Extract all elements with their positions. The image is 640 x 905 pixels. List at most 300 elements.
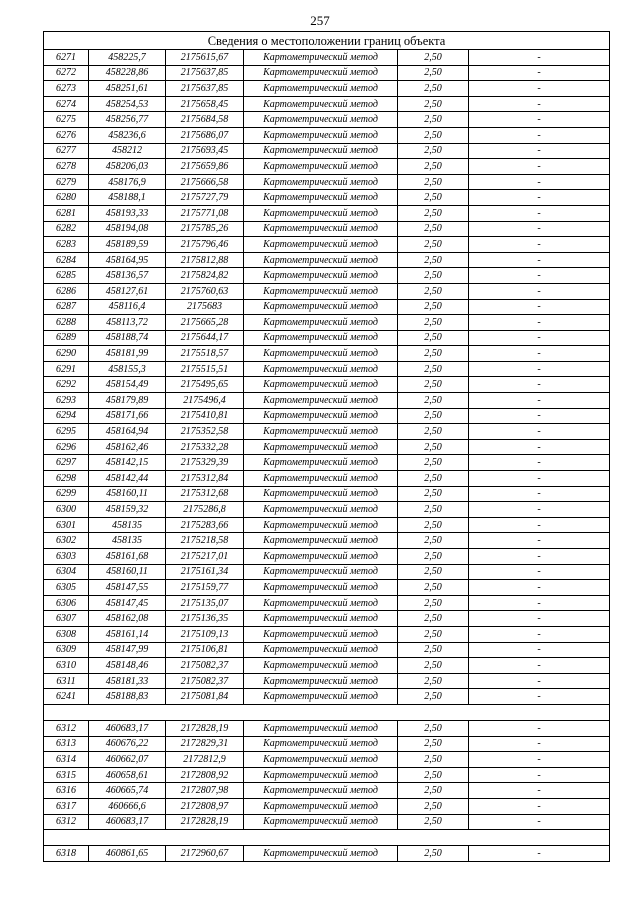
y-coordinate-cell: 2175329,39 [166,455,244,471]
x-coordinate-cell: 458225,7 [89,50,166,66]
point-number-cell: 6298 [44,471,89,487]
x-coordinate-cell: 458188,74 [89,330,166,346]
accuracy-cell: 2,50 [398,814,469,830]
method-cell: Картометрический метод [244,767,398,783]
method-cell: Картометрический метод [244,252,398,268]
description-cell: - [469,549,610,565]
accuracy-cell: 2,50 [398,767,469,783]
x-coordinate-cell: 458251,61 [89,81,166,97]
y-coordinate-cell: 2172812,9 [166,752,244,768]
point-number-cell: 6301 [44,517,89,533]
method-cell: Картометрический метод [244,408,398,424]
description-cell: - [469,642,610,658]
point-number-cell: 6281 [44,205,89,221]
table-row [44,502,610,518]
y-coordinate-cell: 2175496,4 [166,393,244,409]
y-coordinate-cell: 2175771,08 [166,205,244,221]
description-cell: - [469,783,610,799]
accuracy-cell: 2,50 [398,439,469,455]
table-row [44,798,610,814]
accuracy-cell: 2,50 [398,315,469,331]
method-cell: Картометрический метод [244,127,398,143]
x-coordinate-cell: 458162,46 [89,439,166,455]
accuracy-cell: 2,50 [398,595,469,611]
description-cell: - [469,408,610,424]
accuracy-cell: 2,50 [398,174,469,190]
point-number-cell: 6296 [44,439,89,455]
y-coordinate-cell: 2175515,51 [166,361,244,377]
table-row [44,814,610,830]
method-cell: Картометрический метод [244,455,398,471]
y-coordinate-cell: 2175644,17 [166,330,244,346]
point-number-cell: 6274 [44,96,89,112]
method-cell: Картометрический метод [244,486,398,502]
accuracy-cell: 2,50 [398,65,469,81]
page-number: 257 [310,13,330,28]
description-cell: - [469,626,610,642]
method-cell: Картометрический метод [244,346,398,362]
point-number-cell: 6291 [44,361,89,377]
point-number-cell: 6271 [44,50,89,66]
description-cell: - [469,564,610,580]
method-cell: Картометрический метод [244,315,398,331]
x-coordinate-cell: 460662,07 [89,752,166,768]
x-coordinate-cell: 458162,08 [89,611,166,627]
table-row [44,564,610,580]
x-coordinate-cell: 458135 [89,533,166,549]
description-cell: - [469,393,610,409]
table-row [44,283,610,299]
description-cell: - [469,471,610,487]
x-coordinate-cell: 458193,33 [89,205,166,221]
table-row [44,533,610,549]
x-coordinate-cell: 458142,15 [89,455,166,471]
y-coordinate-cell: 2175665,28 [166,315,244,331]
y-coordinate-cell: 2175410,81 [166,408,244,424]
y-coordinate-cell: 2175159,77 [166,580,244,596]
y-coordinate-cell: 2175352,58 [166,424,244,440]
method-cell: Картометрический метод [244,81,398,97]
method-cell: Картометрический метод [244,361,398,377]
point-number-cell: 6287 [44,299,89,315]
description-cell: - [469,767,610,783]
point-number-cell: 6302 [44,533,89,549]
point-number-cell: 6275 [44,112,89,128]
description-cell: - [469,533,610,549]
y-coordinate-cell: 2172807,98 [166,783,244,799]
table-row [44,424,610,440]
description-cell: - [469,330,610,346]
x-coordinate-cell: 458181,33 [89,673,166,689]
accuracy-cell: 2,50 [398,377,469,393]
point-number-cell: 6309 [44,642,89,658]
y-coordinate-cell: 2175312,84 [166,471,244,487]
table-caption-row [44,32,610,50]
accuracy-cell: 2,50 [398,159,469,175]
accuracy-cell: 2,50 [398,471,469,487]
table-row [44,50,610,66]
accuracy-cell: 2,50 [398,268,469,284]
description-cell: - [469,127,610,143]
y-coordinate-cell: 2175217,01 [166,549,244,565]
y-coordinate-cell: 2175518,57 [166,346,244,362]
method-cell: Картометрический метод [244,642,398,658]
x-coordinate-cell: 458148,46 [89,658,166,674]
table-row [44,143,610,159]
x-coordinate-cell: 458147,99 [89,642,166,658]
description-cell: - [469,174,610,190]
table-row [44,783,610,799]
table-row [44,330,610,346]
y-coordinate-cell: 2175136,35 [166,611,244,627]
description-cell: - [469,752,610,768]
description-cell: - [469,580,610,596]
y-coordinate-cell: 2175824,82 [166,268,244,284]
x-coordinate-cell: 458236,6 [89,127,166,143]
y-coordinate-cell: 2175495,65 [166,377,244,393]
method-cell: Картометрический метод [244,424,398,440]
accuracy-cell: 2,50 [398,611,469,627]
accuracy-cell: 2,50 [398,393,469,409]
description-cell: - [469,377,610,393]
point-number-cell: 6278 [44,159,89,175]
point-number-cell: 6288 [44,315,89,331]
method-cell: Картометрический метод [244,783,398,799]
table-row [44,299,610,315]
description-cell: - [469,486,610,502]
x-coordinate-cell: 458116,4 [89,299,166,315]
table-row [44,752,610,768]
description-cell: - [469,50,610,66]
x-coordinate-cell: 458194,08 [89,221,166,237]
point-number-cell: 6283 [44,237,89,253]
x-coordinate-cell: 460658,61 [89,767,166,783]
point-number-cell: 6306 [44,595,89,611]
x-coordinate-cell: 458164,94 [89,424,166,440]
x-coordinate-cell: 458179,89 [89,393,166,409]
method-cell: Картометрический метод [244,798,398,814]
method-cell: Картометрический метод [244,846,398,862]
table-row [44,174,610,190]
method-cell: Картометрический метод [244,283,398,299]
y-coordinate-cell: 2175312,68 [166,486,244,502]
accuracy-cell: 2,50 [398,580,469,596]
description-cell: - [469,846,610,862]
description-cell: - [469,595,610,611]
accuracy-cell: 2,50 [398,408,469,424]
table-row [44,673,610,689]
x-coordinate-cell: 458212 [89,143,166,159]
x-coordinate-cell: 458147,55 [89,580,166,596]
accuracy-cell: 2,50 [398,846,469,862]
x-coordinate-cell: 460665,74 [89,783,166,799]
accuracy-cell: 2,50 [398,798,469,814]
point-number-cell: 6295 [44,424,89,440]
accuracy-cell: 2,50 [398,642,469,658]
y-coordinate-cell: 2175081,84 [166,689,244,705]
method-cell: Картометрический метод [244,549,398,565]
table-row [44,455,610,471]
point-number-cell: 6313 [44,736,89,752]
y-coordinate-cell: 2175686,07 [166,127,244,143]
point-number-cell: 6241 [44,689,89,705]
table-row [44,595,610,611]
method-cell: Картометрический метод [244,159,398,175]
x-coordinate-cell: 458256,77 [89,112,166,128]
table-row [44,268,610,284]
boundary-table [43,31,610,862]
accuracy-cell: 2,50 [398,361,469,377]
point-number-cell: 6273 [44,81,89,97]
table-row [44,471,610,487]
x-coordinate-cell: 458164,95 [89,252,166,268]
y-coordinate-cell: 2175666,58 [166,174,244,190]
description-cell: - [469,143,610,159]
method-cell: Картометрический метод [244,174,398,190]
table-row [44,81,610,97]
table-row [44,346,610,362]
point-number-cell: 6311 [44,673,89,689]
table-caption: Сведения о местоположении границ объекта [44,32,610,50]
table-row [44,642,610,658]
y-coordinate-cell: 2175218,58 [166,533,244,549]
accuracy-cell: 2,50 [398,127,469,143]
method-cell: Картометрический метод [244,299,398,315]
table-row [44,65,610,81]
x-coordinate-cell: 458206,03 [89,159,166,175]
method-cell: Картометрический метод [244,65,398,81]
point-number-cell: 6289 [44,330,89,346]
accuracy-cell: 2,50 [398,299,469,315]
method-cell: Картометрический метод [244,143,398,159]
table-row [44,767,610,783]
accuracy-cell: 2,50 [398,658,469,674]
table-row [44,190,610,206]
y-coordinate-cell: 2172808,92 [166,767,244,783]
table-row [44,237,610,253]
point-number-cell: 6284 [44,252,89,268]
accuracy-cell: 2,50 [398,502,469,518]
method-cell: Картометрический метод [244,658,398,674]
y-coordinate-cell: 2172828,19 [166,720,244,736]
method-cell: Картометрический метод [244,190,398,206]
y-coordinate-cell: 2175082,37 [166,658,244,674]
point-number-cell: 6300 [44,502,89,518]
point-number-cell: 6285 [44,268,89,284]
point-number-cell: 6276 [44,127,89,143]
group-separator [44,704,610,720]
table-row [44,127,610,143]
point-number-cell: 6293 [44,393,89,409]
x-coordinate-cell: 458254,53 [89,96,166,112]
x-coordinate-cell: 458161,14 [89,626,166,642]
method-cell: Картометрический метод [244,237,398,253]
y-coordinate-cell: 2175637,85 [166,81,244,97]
method-cell: Картометрический метод [244,580,398,596]
x-coordinate-cell: 460861,65 [89,846,166,862]
table-row [44,315,610,331]
method-cell: Картометрический метод [244,439,398,455]
x-coordinate-cell: 458189,59 [89,237,166,253]
point-number-cell: 6297 [44,455,89,471]
method-cell: Картометрический метод [244,564,398,580]
y-coordinate-cell: 2175684,58 [166,112,244,128]
separator-cell [44,704,610,720]
method-cell: Картометрический метод [244,814,398,830]
point-number-cell: 6292 [44,377,89,393]
y-coordinate-cell: 2175683 [166,299,244,315]
y-coordinate-cell: 2175727,79 [166,190,244,206]
method-cell: Картометрический метод [244,533,398,549]
accuracy-cell: 2,50 [398,752,469,768]
method-cell: Картометрический метод [244,736,398,752]
y-coordinate-cell: 2175812,88 [166,252,244,268]
method-cell: Картометрический метод [244,673,398,689]
method-cell: Картометрический метод [244,689,398,705]
description-cell: - [469,736,610,752]
x-coordinate-cell: 458176,9 [89,174,166,190]
accuracy-cell: 2,50 [398,783,469,799]
table-row [44,112,610,128]
description-cell: - [469,502,610,518]
x-coordinate-cell: 458135 [89,517,166,533]
method-cell: Картометрический метод [244,471,398,487]
y-coordinate-cell: 2175161,34 [166,564,244,580]
x-coordinate-cell: 458154,49 [89,377,166,393]
description-cell: - [469,720,610,736]
x-coordinate-cell: 458228,86 [89,65,166,81]
x-coordinate-cell: 458188,83 [89,689,166,705]
x-coordinate-cell: 458142,44 [89,471,166,487]
table-row [44,252,610,268]
method-cell: Картометрический метод [244,221,398,237]
description-cell: - [469,673,610,689]
point-number-cell: 6299 [44,486,89,502]
table-row [44,611,610,627]
table-row [44,626,610,642]
point-number-cell: 6279 [44,174,89,190]
accuracy-cell: 2,50 [398,112,469,128]
method-cell: Картометрический метод [244,50,398,66]
table-row [44,439,610,455]
x-coordinate-cell: 458160,11 [89,564,166,580]
x-coordinate-cell: 458136,57 [89,268,166,284]
separator-cell [44,830,610,846]
table-row [44,736,610,752]
table-row [44,361,610,377]
table-row [44,393,610,409]
table-row [44,205,610,221]
accuracy-cell: 2,50 [398,720,469,736]
description-cell: - [469,283,610,299]
description-cell: - [469,252,610,268]
description-cell: - [469,112,610,128]
accuracy-cell: 2,50 [398,424,469,440]
x-coordinate-cell: 460676,22 [89,736,166,752]
description-cell: - [469,689,610,705]
y-coordinate-cell: 2172828,19 [166,814,244,830]
point-number-cell: 6310 [44,658,89,674]
point-number-cell: 6314 [44,752,89,768]
point-number-cell: 6303 [44,549,89,565]
accuracy-cell: 2,50 [398,143,469,159]
x-coordinate-cell: 458188,1 [89,190,166,206]
accuracy-cell: 2,50 [398,689,469,705]
x-coordinate-cell: 460683,17 [89,720,166,736]
accuracy-cell: 2,50 [398,673,469,689]
description-cell: - [469,65,610,81]
description-cell: - [469,299,610,315]
description-cell: - [469,81,610,97]
description-cell: - [469,439,610,455]
x-coordinate-cell: 458160,11 [89,486,166,502]
accuracy-cell: 2,50 [398,283,469,299]
description-cell: - [469,205,610,221]
description-cell: - [469,221,610,237]
table-row [44,689,610,705]
table-row [44,846,610,862]
description-cell: - [469,237,610,253]
description-cell: - [469,611,610,627]
description-cell: - [469,315,610,331]
method-cell: Картометрический метод [244,720,398,736]
method-cell: Картометрический метод [244,595,398,611]
x-coordinate-cell: 458159,32 [89,502,166,518]
accuracy-cell: 2,50 [398,626,469,642]
x-coordinate-cell: 458155,3 [89,361,166,377]
table-row [44,377,610,393]
accuracy-cell: 2,50 [398,96,469,112]
accuracy-cell: 2,50 [398,549,469,565]
description-cell: - [469,96,610,112]
method-cell: Картометрический метод [244,502,398,518]
accuracy-cell: 2,50 [398,205,469,221]
point-number-cell: 6317 [44,798,89,814]
y-coordinate-cell: 2175106,81 [166,642,244,658]
accuracy-cell: 2,50 [398,81,469,97]
group-separator [44,830,610,846]
method-cell: Картометрический метод [244,752,398,768]
y-coordinate-cell: 2172808,97 [166,798,244,814]
y-coordinate-cell: 2175637,85 [166,65,244,81]
accuracy-cell: 2,50 [398,455,469,471]
table-row [44,517,610,533]
description-cell: - [469,424,610,440]
accuracy-cell: 2,50 [398,50,469,66]
description-cell: - [469,455,610,471]
y-coordinate-cell: 2172960,67 [166,846,244,862]
accuracy-cell: 2,50 [398,252,469,268]
y-coordinate-cell: 2175658,45 [166,96,244,112]
point-number-cell: 6307 [44,611,89,627]
y-coordinate-cell: 2175283,66 [166,517,244,533]
description-cell: - [469,346,610,362]
description-cell: - [469,798,610,814]
accuracy-cell: 2,50 [398,736,469,752]
method-cell: Картометрический метод [244,393,398,409]
y-coordinate-cell: 2175615,67 [166,50,244,66]
description-cell: - [469,658,610,674]
x-coordinate-cell: 458161,68 [89,549,166,565]
x-coordinate-cell: 458147,45 [89,595,166,611]
table-row [44,658,610,674]
table-row [44,159,610,175]
point-number-cell: 6305 [44,580,89,596]
x-coordinate-cell: 458127,61 [89,283,166,299]
x-coordinate-cell: 458181,99 [89,346,166,362]
description-cell: - [469,814,610,830]
method-cell: Картометрический метод [244,112,398,128]
